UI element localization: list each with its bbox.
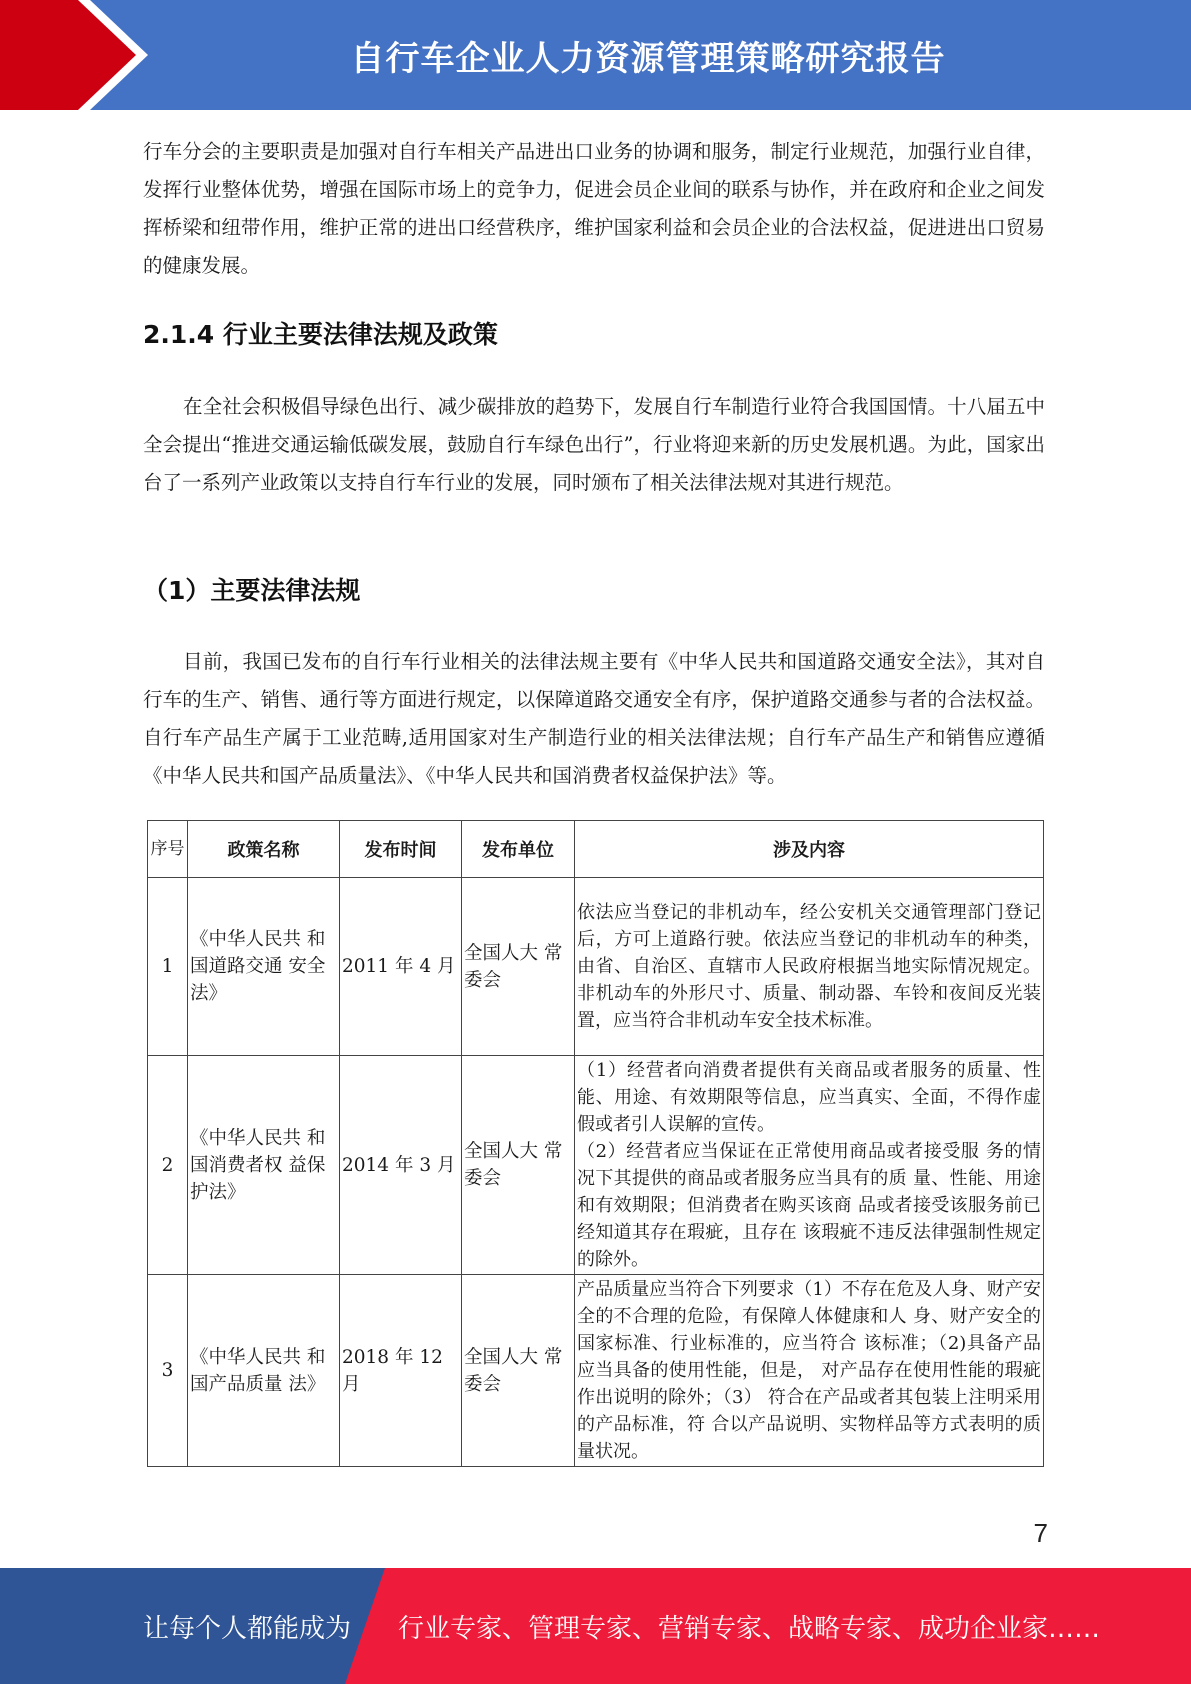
table-header-row (148, 821, 1044, 878)
policy-table (147, 820, 1044, 1467)
cell-no: 2 (148, 1056, 188, 1275)
footer-slogan-left: 让每个人都能成为 (143, 1613, 352, 1644)
table-row (148, 1275, 1044, 1467)
cell-issuer: 全国人大 常委会 (462, 1275, 575, 1467)
content-item-2: （2）经营者应当保证在正常使用商品或者接受服 务的情况下其提供的商品或者服务应当具有的质 量、性能、用途和有效期限；但消费者在购买该商 品或者接受该服务前已经知道其存在瑕疵，且存在 该瑕疵不违反法律强制性规定的除外。 (577, 1141, 1041, 1270)
cell-name: 《中华人民共 和国消费者权 益保护法》 (188, 1056, 340, 1275)
footer-slogan-right: 行业专家、管理专家、营销专家、战略专家、成功企业家…… (398, 1613, 1101, 1644)
page-number: 7 (1033, 1518, 1048, 1548)
cell-content: 产品质量应当符合下列要求（1）不存在危及人身、财产安全的不合理的危险，有保障人体健康和人 身、财产安全的国家标准、行业标准的，应当符合 该标准；（2)具备产品应当具备的使用性能，但是， 对产品存在使用性能的瑕疵作出说明的除外；（3） 符合在产品或者其包装上注明采用的产品标准，符 合以产品说明、实物样品等方式表明的质量状况。 (575, 1275, 1044, 1467)
cell-date: 2018 年 12 月 (340, 1275, 462, 1467)
content-item-1: （1）经营者向消费者提供有关商品或者服务的质量、性能、用途、有效期限等信息，应当真实、全面，不得作虚假或者引人误解的宣传。 (577, 1060, 1041, 1135)
page-footer (0, 1568, 1191, 1684)
cell-no: 3 (148, 1275, 188, 1467)
cell-name: 《中华人民共 和国道路交通 安全法》 (188, 878, 340, 1056)
section-heading: 2.1.4 行业主要法律法规及政策 (143, 320, 498, 349)
column-header-name: 政策名称 (188, 821, 340, 878)
cell-name: 《中华人民共 和国产品质量 法》 (188, 1275, 340, 1467)
paragraph-policy-intro: 在全社会积极倡导绿色出行、减少碳排放的趋势下，发展自行车制造行业符合我国国情。十八届五中全会提出“推进交通运输低碳发展，鼓励自行车绿色出行”，行业将迎来新的历史发展机遇。为此，国家出台了一系列产业政策以支持自行车行业的发展，同时颁布了相关法律法规对其进行规范。 (143, 395, 1045, 494)
column-header-issuer: 发布单位 (462, 821, 575, 878)
column-header-date: 发布时间 (340, 821, 462, 878)
cell-issuer: 全国人大 常委会 (462, 1056, 575, 1275)
header-chevron-decoration (0, 0, 150, 110)
column-header-no: 序号 (148, 821, 188, 878)
cell-content (575, 1056, 1044, 1275)
subsection-heading: （1）主要法律法规 (143, 576, 361, 605)
cell-content: 依法应当登记的非机动车，经公安机关交通管理部门登记后，方可上道路行驶。依法应当登记的非机动车的种类，由省、自治区、直辖市人民政府根据当地实际情况规定。非机动车的外形尺寸、质量、制动器、车铃和夜间反光装置，应当符合非机动车安全技术标准。 (575, 878, 1044, 1056)
cell-no: 1 (148, 878, 188, 1056)
paragraph-association-duties: 行车分会的主要职责是加强对自行车相关产品进出口业务的协调和服务，制定行业规范，加强行业自律，发挥行业整体优势，增强在国际市场上的竞争力，促进会员企业间的联系与协作，并在政府和企业之间发挥桥梁和纽带作用，维护正常的进出口经营秩序，维护国家利益和会员企业的合法权益，促进进出口贸易的健康发展。 (143, 140, 1045, 277)
table-row (148, 1056, 1044, 1275)
laws-paragraph-block (143, 643, 1045, 795)
header-title: 自行车企业人力资源管理策略研究报告 (350, 38, 946, 79)
cell-date: 2014 年 3 月 (340, 1056, 462, 1275)
page-header (0, 0, 1191, 110)
table-row (148, 878, 1044, 1056)
column-header-content: 涉及内容 (575, 821, 1044, 878)
paragraph-main-laws: 目前，我国已发布的自行车行业相关的法律法规主要有《中华人民共和国道路交通安全法》，其对自行车的生产、销售、通行等方面进行规定，以保障道路交通安全有序，保护道路交通参与者的合法权益。自行车产品生产属于工业范畴,适用国家对生产制造行业的相关法律法规；自行车产品生产和销售应遵循《中华人民共和国产品质量法》、《中华人民共和国消费者权益保护法》等。 (143, 650, 1045, 787)
intro-paragraph-block (143, 133, 1045, 285)
cell-date: 2011 年 4 月 (340, 878, 462, 1056)
subsection-heading-block (143, 571, 1045, 607)
policy-intro-block (143, 388, 1045, 502)
cell-issuer: 全国人大 常委会 (462, 878, 575, 1056)
section-heading-block (143, 315, 1045, 351)
